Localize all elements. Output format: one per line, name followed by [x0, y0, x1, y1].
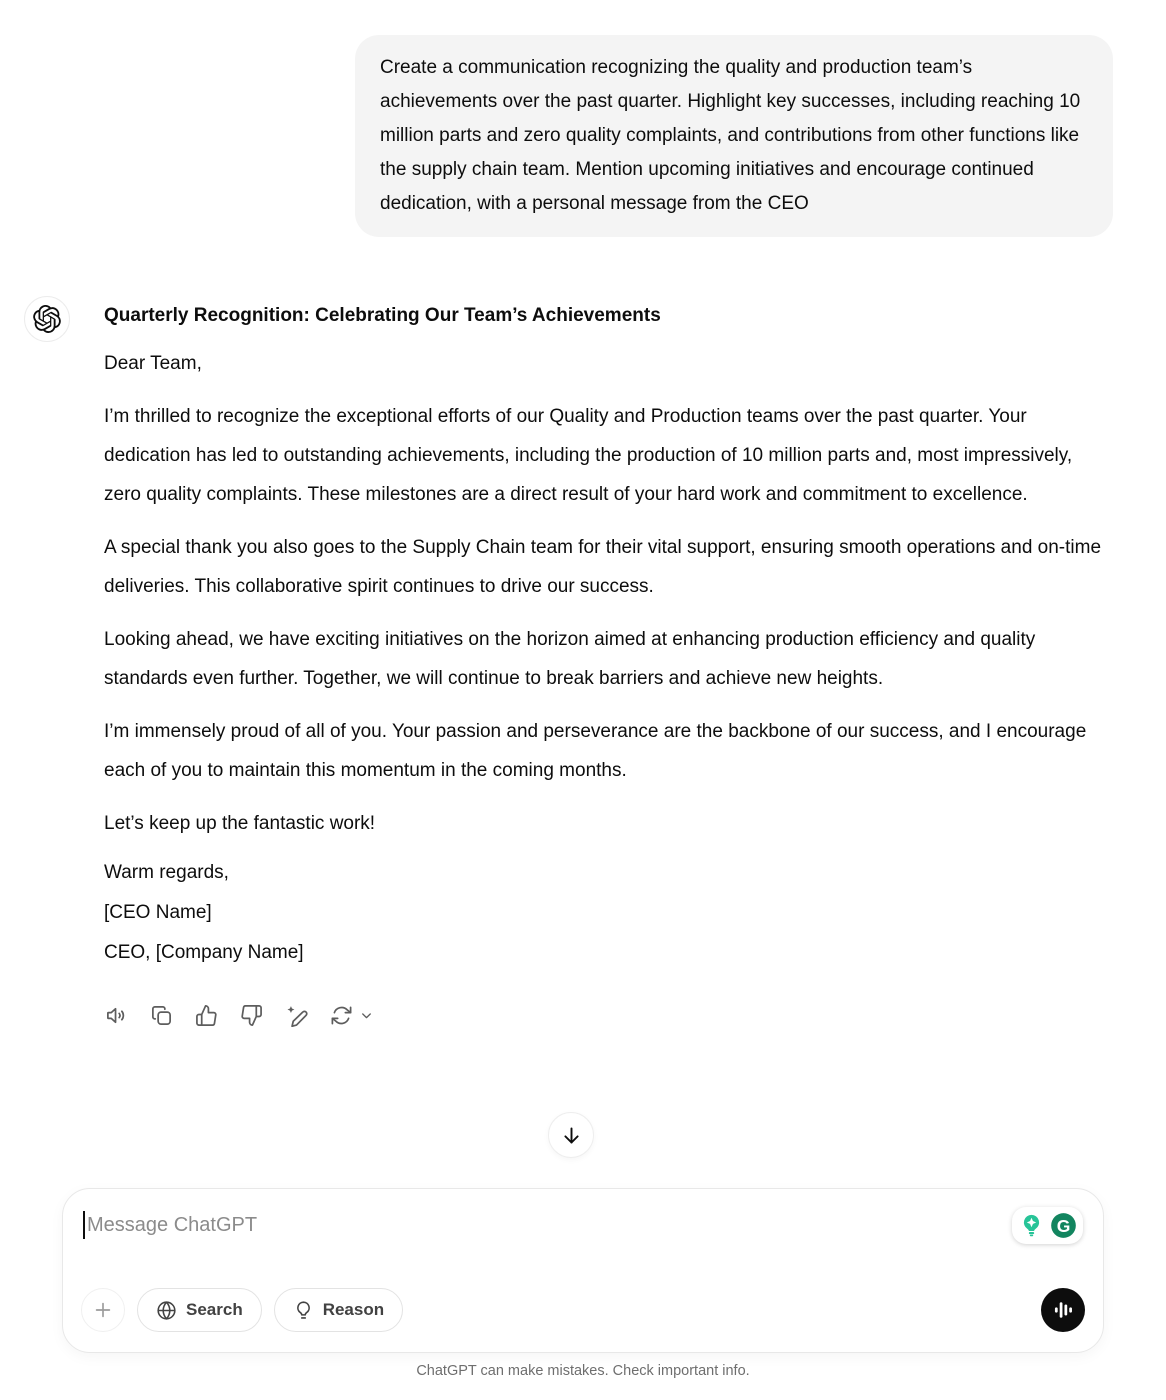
disclaimer-text: ChatGPT can make mistakes. Check important info.	[416, 1363, 750, 1379]
reason-toggle-button[interactable]	[274, 1288, 403, 1332]
thumbs-up-icon	[195, 1004, 218, 1027]
response-paragraph: A special thank you also goes to the Supply Chain team for their vital support, ensuring smooth operations and on-time deliveries. This collaborative spirit continues to drive our success.	[104, 537, 1102, 597]
grammarly-logo-icon[interactable]	[1049, 1211, 1078, 1240]
response-paragraph: Let’s keep up the fantastic work!	[104, 813, 376, 834]
plus-icon	[92, 1299, 114, 1321]
arrow-down-icon	[561, 1125, 582, 1146]
switch-model-button[interactable]	[358, 1003, 374, 1027]
response-signature	[104, 853, 1106, 973]
copy-icon	[150, 1004, 173, 1027]
search-toggle-button[interactable]	[137, 1288, 262, 1332]
bad-response-button[interactable]	[239, 1003, 263, 1027]
response-paragraph: Looking ahead, we have exciting initiatives on the horizon aimed at enhancing production efficiency and quality standards even further. Together, we will continue to break barriers and achieve new heights.	[104, 629, 1036, 689]
copy-button[interactable]	[149, 1003, 173, 1027]
response-paragraph: I’m thrilled to recognize the exceptional efforts of our Quality and Production teams over the past quarter. Your dedication has led to outstanding achievements, including the production of 10 million parts and, most impressively, zero quality complaints. These milestones are a direct result of your hard work and commitment to excellence.	[104, 406, 1073, 505]
reason-toggle-label: Reason	[322, 1300, 385, 1319]
response-title: Quarterly Recognition: Celebrating Our Team’s Achievements	[104, 305, 661, 326]
svg-text:G: G	[1056, 1215, 1071, 1236]
globe-icon	[156, 1300, 177, 1321]
edit-in-canvas-button[interactable]	[284, 1003, 308, 1027]
user-message-bubble	[355, 35, 1113, 237]
user-message-text: Create a communication recognizing the quality and production team’s achievements over the past quarter. Highlight key successes, including reaching 10 million parts and zero quality complaints, and contributions from other functions like the supply chain team. Mention upcoming initiatives and encourage continued dedication, with a personal message from the CEO	[380, 57, 1081, 214]
composer-bottom-row	[81, 1288, 1085, 1332]
user-message-row	[0, 0, 1166, 237]
message-input[interactable]	[83, 1210, 1012, 1240]
voice-mode-button[interactable]	[1041, 1288, 1085, 1332]
thumbs-down-icon	[240, 1004, 263, 1027]
composer	[62, 1188, 1104, 1353]
signature-line: [CEO Name]	[104, 902, 212, 923]
attach-button[interactable]	[81, 1288, 125, 1332]
good-response-button[interactable]	[194, 1003, 218, 1027]
signature-line: Warm regards,	[104, 862, 229, 883]
lightbulb-icon	[293, 1300, 314, 1321]
regenerate-group	[329, 1003, 374, 1027]
assistant-message-row	[0, 296, 1166, 1027]
grammarly-extension-widget[interactable]	[1012, 1207, 1083, 1244]
speaker-icon	[105, 1004, 128, 1027]
voice-waveform-icon	[1052, 1299, 1074, 1321]
text-caret	[83, 1211, 85, 1239]
signature-line: CEO, [Company Name]	[104, 942, 304, 963]
pen-sparkle-icon	[285, 1004, 308, 1027]
regenerate-icon	[330, 1004, 353, 1027]
read-aloud-button[interactable]	[104, 1003, 128, 1027]
chevron-down-icon	[359, 1008, 374, 1023]
search-toggle-label: Search	[186, 1300, 243, 1319]
scroll-to-bottom-button[interactable]	[548, 1112, 594, 1158]
grammarly-tone-bulb-icon[interactable]	[1017, 1211, 1046, 1240]
response-greeting: Dear Team,	[104, 353, 202, 374]
response-paragraph: I’m immensely proud of all of you. Your passion and perseverance are the backbone of our success, and I encourage each of you to maintain this momentum in the coming months.	[104, 721, 1087, 781]
openai-logo-icon	[33, 305, 61, 333]
regenerate-button[interactable]	[329, 1003, 353, 1027]
chatgpt-avatar	[24, 296, 70, 342]
message-input-placeholder: Message ChatGPT	[87, 1214, 258, 1236]
response-actions-toolbar	[104, 1003, 1106, 1027]
assistant-message-content	[104, 296, 1106, 1027]
composer-top-row	[83, 1207, 1083, 1244]
